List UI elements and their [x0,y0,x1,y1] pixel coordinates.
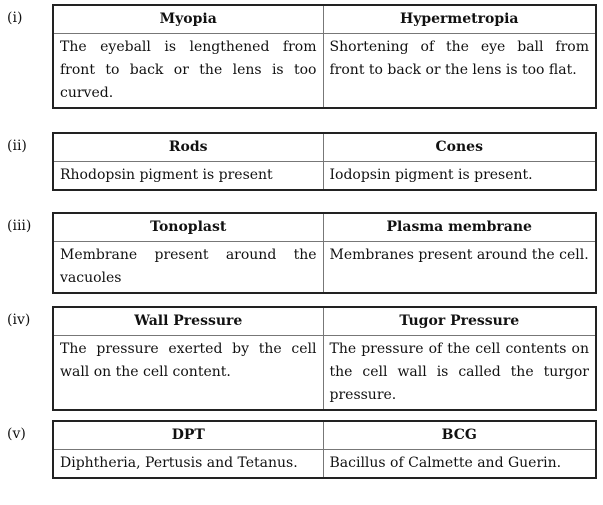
item-label: (iii) [7,218,32,234]
left-heading: Rods [53,133,323,162]
left-text: The eyeball is lengthened from front to back or the lens is too curved. [53,34,323,109]
item-label: (iv) [7,312,31,328]
left-heading: Wall Pressure [53,307,323,336]
left-text: The pressure exerted by the cell wall on the cell content. [53,336,323,411]
comparison-table [52,420,597,479]
left-text: Diphtheria, Pertusis and Tetanus. [53,450,323,479]
right-text: Iodopsin pigment is present. [323,162,596,191]
comparison-table [52,4,597,109]
comparison-table [52,132,597,191]
left-text: Membrane present around the vacuoles [53,242,323,294]
right-heading: Plasma membrane [323,213,596,242]
comparison-table [52,212,597,294]
left-text: Rhodopsin pigment is present [53,162,323,191]
left-heading: Tonoplast [53,213,323,242]
comparison-table [52,306,597,411]
left-heading: DPT [53,421,323,450]
right-text: Membranes present around the cell. [323,242,596,294]
right-heading: BCG [323,421,596,450]
right-text: Bacillus of Calmette and Guerin. [323,450,596,479]
left-heading: Myopia [53,5,323,34]
right-text: The pressure of the cell contents on the cell wall is called the turgor pressure. [323,336,596,411]
item-label: (i) [7,10,23,26]
item-label: (v) [7,426,26,442]
right-text: Shortening of the eye ball from front to back or the lens is too flat. [323,34,596,109]
right-heading: Hypermetropia [323,5,596,34]
right-heading: Tugor Pressure [323,307,596,336]
item-label: (ii) [7,138,27,154]
right-heading: Cones [323,133,596,162]
